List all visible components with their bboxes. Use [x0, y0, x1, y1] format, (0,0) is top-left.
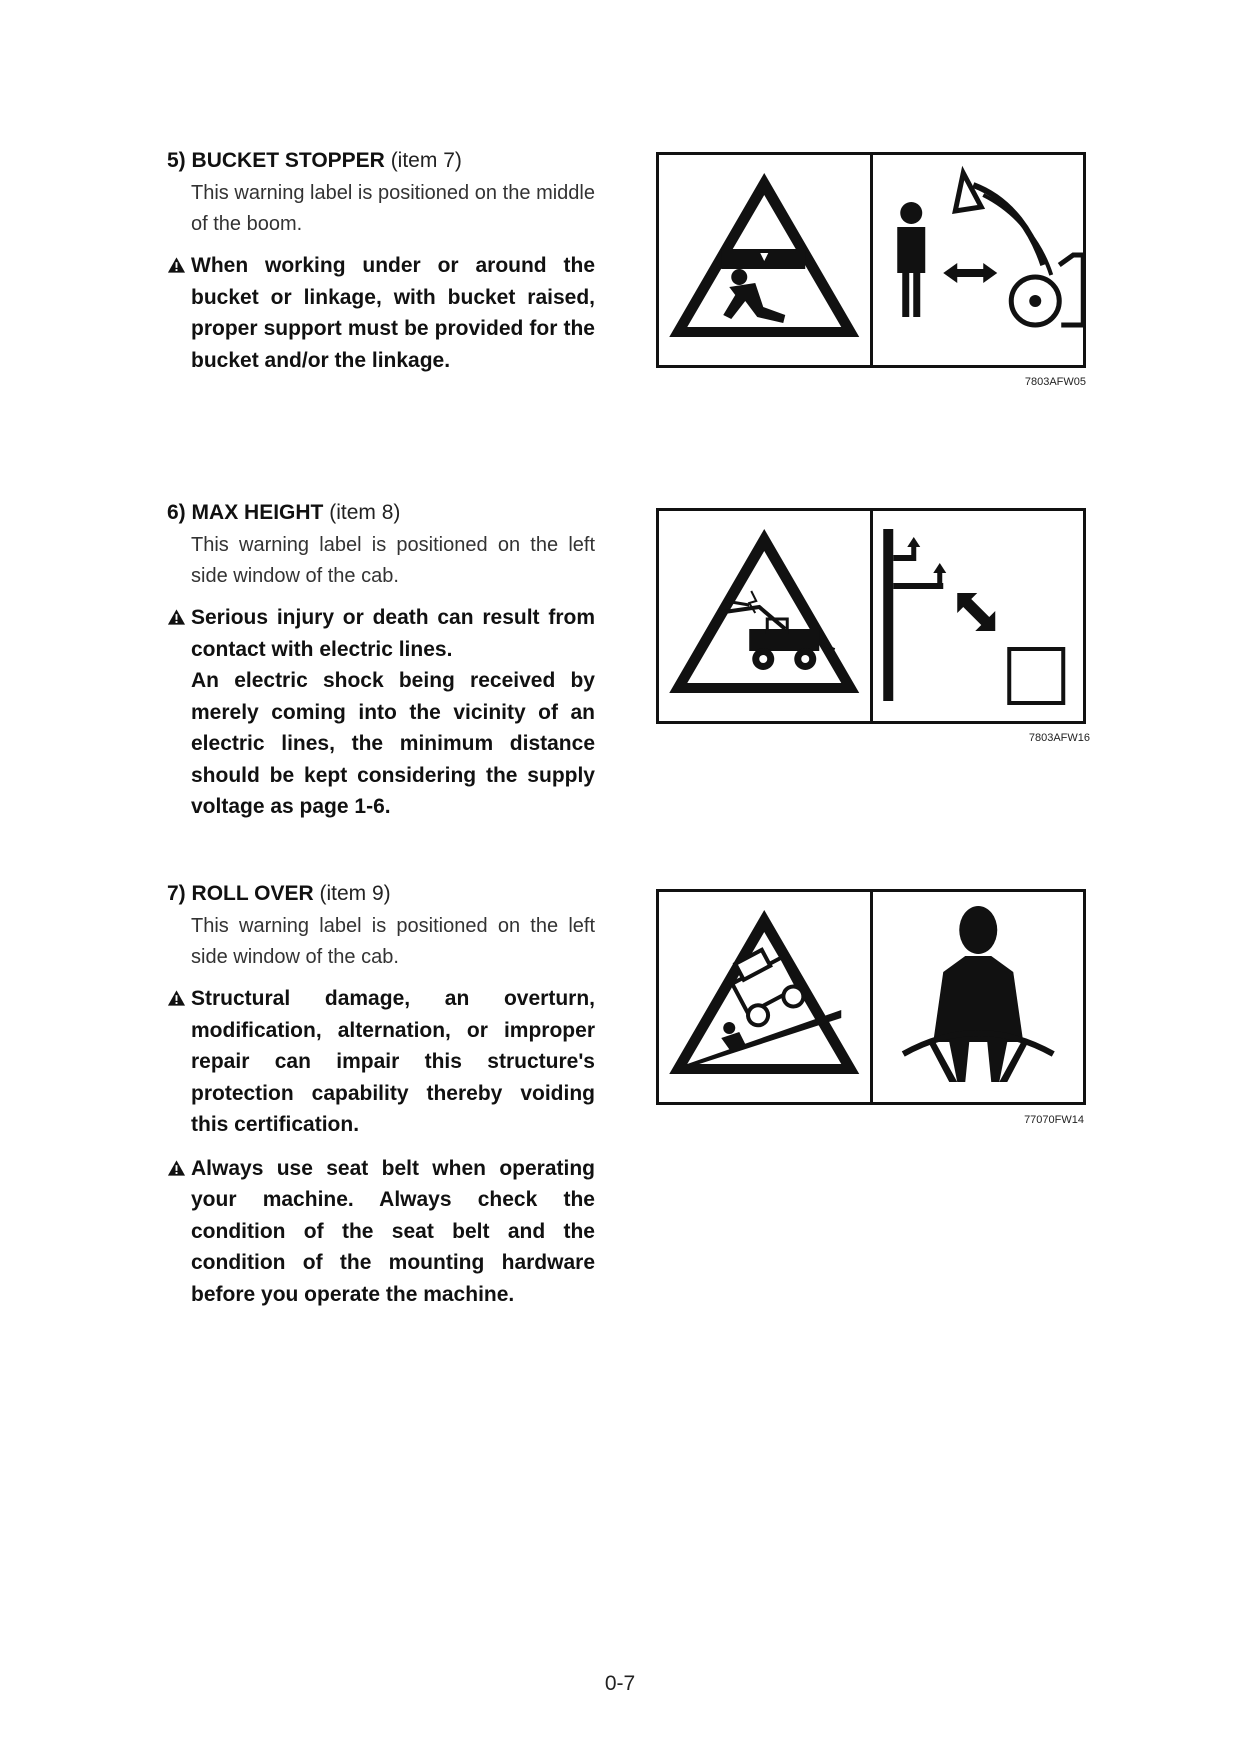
label-panel-right	[870, 892, 1084, 1102]
label-code: 77070FW14	[1024, 1114, 1084, 1126]
warning-triangle-icon	[167, 1159, 186, 1177]
warning-text: Structural damage, an overturn, modification, alternation, or improper repair can impair this structure's protection capability thereby voiding this certification.	[191, 987, 595, 1136]
electric-line-contact-triangle-icon	[659, 511, 870, 721]
page-number: 0-7	[604, 1672, 636, 1695]
section-description: This warning label is positioned on the middle of the boom.	[191, 182, 595, 235]
keep-distance-power-line-icon	[873, 511, 1084, 721]
label-panel-right	[870, 511, 1084, 721]
section-title: ROLL OVER	[191, 882, 314, 905]
rollover-hazard-triangle-icon	[659, 892, 870, 1102]
section-number: 6)	[167, 501, 186, 524]
section-number: 5)	[167, 149, 186, 172]
section-heading	[167, 146, 595, 176]
label-panel-left	[659, 892, 870, 1102]
warning-text: When working under or around the bucket or linkage, with bucket raised, proper support must be provided for the bucket and/or the linkage.	[191, 254, 595, 372]
warning-text: Serious injury or death can result from contact with electric lines.	[191, 606, 595, 661]
warning-label-max-height	[656, 508, 1086, 724]
section-title: MAX HEIGHT	[191, 501, 324, 524]
warning-block	[167, 1153, 595, 1311]
warning-triangle-icon	[167, 256, 186, 274]
section-bucket-stopper	[167, 146, 595, 376]
crush-hazard-triangle-icon	[659, 155, 870, 365]
section-item-ref: (item 7)	[390, 149, 462, 172]
section-heading	[167, 498, 595, 528]
warning-label-roll-over	[656, 889, 1086, 1105]
warning-block	[167, 983, 595, 1141]
keep-away-from-bucket-icon	[873, 155, 1084, 365]
warning-text: Always use seat belt when operating your machine. Always check the condition of the seat belt and the condition of the mounting hardware before you operate the machine.	[191, 1156, 595, 1306]
section-item-ref: (item 9)	[319, 882, 391, 905]
warning-block	[167, 602, 595, 823]
label-code: 7803AFW16	[1028, 732, 1090, 744]
section-roll-over	[167, 879, 595, 1310]
section-description: This warning label is positioned on the left side window of the cab.	[191, 915, 595, 968]
label-panel-right	[870, 155, 1084, 365]
label-panel-left	[659, 155, 870, 365]
section-max-height	[167, 498, 595, 823]
section-title: BUCKET STOPPER	[191, 149, 385, 172]
section-heading	[167, 879, 595, 909]
warning-triangle-icon	[167, 989, 186, 1007]
section-item-ref: (item 8)	[329, 501, 401, 524]
warning-label-bucket-stopper	[656, 152, 1086, 368]
warning-block	[167, 250, 595, 376]
warning-triangle-icon	[167, 608, 186, 626]
label-code: 7803AFW05	[1024, 376, 1086, 388]
label-panel-left	[659, 511, 870, 721]
section-number: 7)	[167, 882, 186, 905]
warning-text: An electric shock being received by merely coming into the vicinity of an electric lines, the minimum distance should be kept considering the supply voltage as page 1-6.	[191, 669, 595, 818]
section-description: This warning label is positioned on the left side window of the cab.	[191, 534, 595, 587]
seat-belt-operator-icon	[873, 892, 1084, 1102]
